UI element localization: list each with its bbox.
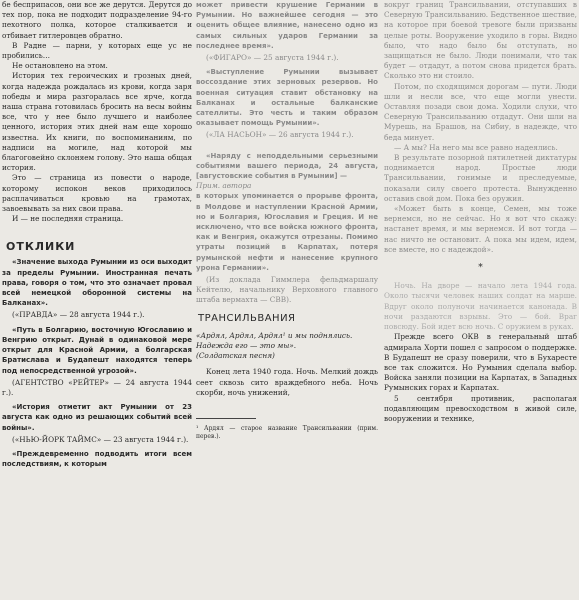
quote-source: («НЬЮ-ЙОРК ТАЙМС» — 23 августа 1944 г.). [12, 434, 189, 444]
footnote-rule [196, 418, 256, 419]
paragraph: Ночь. На дворе — начало лета 1944 года. Около тысячи человек наших солдат на марше. Вдруг около полуночи начинается канонада. В ночи раздаются взрывы. Это — бой. Враг повсюду. Бой идет всю ночь. С оружием в руках. [384, 281, 577, 332]
quote: «Путь в Болгарию, восточную Югославию и Венгрию открыт. Дунай в одинаковой мере открыт для Красной Армии, а болгарская Братислава и Будапешт находятся теперь под непосредственной угрозой». [2, 325, 192, 375]
quote-source: («ЛА НАСЬОН» — 26 августа 1944 г.). [206, 130, 354, 140]
quote-source: («ПРАВДА» — 28 августа 1944 г.). [12, 310, 145, 320]
quote: «История отметит акт Румынии от 23 августа как одно из решающих событий всей войны». [2, 403, 192, 432]
paragraph: бе бесприпасов, они все же дерутся. Дерутся до тех пор, пока не подходит подразделение 94-го пехотного полка, которое сталкивается и отбивает гитлеровцев обратно. [2, 0, 192, 40]
epigraph-source: (Солдатская песня) [196, 351, 275, 361]
section-heading: ОТКЛИКИ [6, 240, 76, 254]
quote: «Преждевременно подводить итоги всем последствиям, к которым [2, 449, 192, 469]
quote-source: («ФИГАРО» — 25 августа 1944 г.). [206, 53, 339, 63]
paragraph: Прежде всего ОКВ в генеральный штаб адмирала Хорти пошел с запросом о поддержке. В Будапешт не сразу поверили, что в Бухаресте все так сложится. Но Румыния сделала выбор. Войска заняли позиции на Карпатах, в Западных Румынских горах и Карпатах. [384, 332, 577, 393]
quote-source: (Из доклада Гиммлера фельдмаршалу Кейтелю, начальнику Верховного главного штаба вермахта — СВВ). [196, 275, 378, 305]
paragraph: вокруг границ Трансильвании, отступавших в Северную Трансильванию. Бедственное шествие, на которое при боевой тревоге были призваны целые роты. Вооружение уходило в горы. Видно было, что надо было бы отступать, но защищаться не было. Люди понимали, что так будет — отдадут, а потом снова придется брать. Сколько это ни стоило. [384, 0, 577, 81]
section-divider-asterisk: * [478, 263, 483, 274]
quote: в которых упоминается о прорыве фронта, в Молдове и наступлении Красной Армии, но и Болгария, Югославия и Греция. И не исключено, что все войска южного фронта, как и Венгрия, окажутся отрезаны. Помимо утраты позиций в Карпатах, потеря румынской нефти и нанесение крупного урона Германии». [196, 192, 378, 272]
column-right [384, 0, 577, 424]
paragraph: И — не последняя страница. [12, 214, 124, 224]
paragraph: Конец лета 1940 года. Ночь. Мелкий дождь сеет сквозь сито враждебного неба. Ночь скорби, ночь унижений, [196, 367, 378, 397]
paragraph: Потом, по сходящимся дорогам — пути. Люди шли и несли все, что еще могли унести. Оставляя позади свои дома. Ходили слухи, что Северную Трансильванию отдадут. Они шли на Мурешь, на Брашов, на Сибиу, в надежде, что беда минует. [384, 81, 577, 142]
author-note: Прим. автора [196, 181, 252, 191]
quote: «Значение выхода Румынии из оси выходит за пределы Румынии. Иностранная печать права, говоря о том, что это означает провал всей немецкой оборонной системы на Балканах». [2, 258, 192, 308]
column-middle [196, 0, 378, 441]
quote-source: (АГЕНТСТВО «РЕЙТЕР» — 24 августа 1944 г.). [2, 377, 192, 397]
section-heading: ТРАНСИЛЬВАНИЯ [198, 312, 296, 324]
paragraph: «Может быть в конце, Семен, мы тоже вернемся, но не сейчас. Но я вот что скажу: настанет время, и мы вернемся. И вот тогда — нас ничто не остановит. А пока мы идем, идем, все вместе, но с надеждой». [384, 204, 577, 254]
column-left [2, 0, 192, 469]
paragraph: — А мы? На него мы все равно надеялись. [394, 142, 558, 152]
epigraph-line: «Ардял, Ардял, Ардял¹ и мы поднялись. [196, 330, 353, 340]
paragraph: История тех героических и грозных дней, когда надежда рождалась из крови, когда заря победы и мира разгоралась все ярче, когда наша страна готовилась бросить на весы войны все, что у нее было лучшего и наиболее ценного, история этих дней нам еще хорошо известна. Их книги, по воспоминаниям, по надписи на могиле, над которой мы благоговейно склоняем голову. Это наша общая история. [2, 71, 192, 173]
paragraph: В Радне — парни, у которых еще ус не пробились… [2, 40, 192, 61]
paragraph: Это — страница из повести о народе, которому испокон веков приходилось расплачиваться кровью на грамотах, завоевывать за них свои права. [2, 173, 192, 214]
epigraph-line: Надежда его — это мы». [196, 340, 297, 350]
quote: может привести крушение Германии в Румынии. Но важнейшее сегодня — это оценить общее влияние, нанесено одно из самых сильных ударов Германии за последнее время». [196, 1, 378, 50]
footnote: ¹ Ардял — старое название Трансильвании (прим. перев.). [196, 424, 378, 440]
paragraph: Не остановлено на этом. [12, 61, 108, 71]
paragraph: В результате позорной пятилетней диктатуры поднимается народ. Простые люди Трансильвании, гонимые и преследуемые, показали силу своего протеста. Вынужденно оставив свой дом. Пока без оружия. [384, 153, 577, 203]
quote: «Выступление Румынии вызывает воссоздание этих зерновых резервов. Но военная ситуация ставит обстановку на Балканах и остальные балканские сателлиты. Это честь и таким образом оказывает помощь Румынии». [196, 68, 378, 128]
quote: «Наряду с неподдельными серьезными событиями вашего периода, 24 августа, [августовские события в Румынии] — [196, 151, 378, 181]
paragraph: 5 сентября противник, располагая подавляющим превосходством в живой силе, вооружении и технике, [384, 393, 577, 423]
